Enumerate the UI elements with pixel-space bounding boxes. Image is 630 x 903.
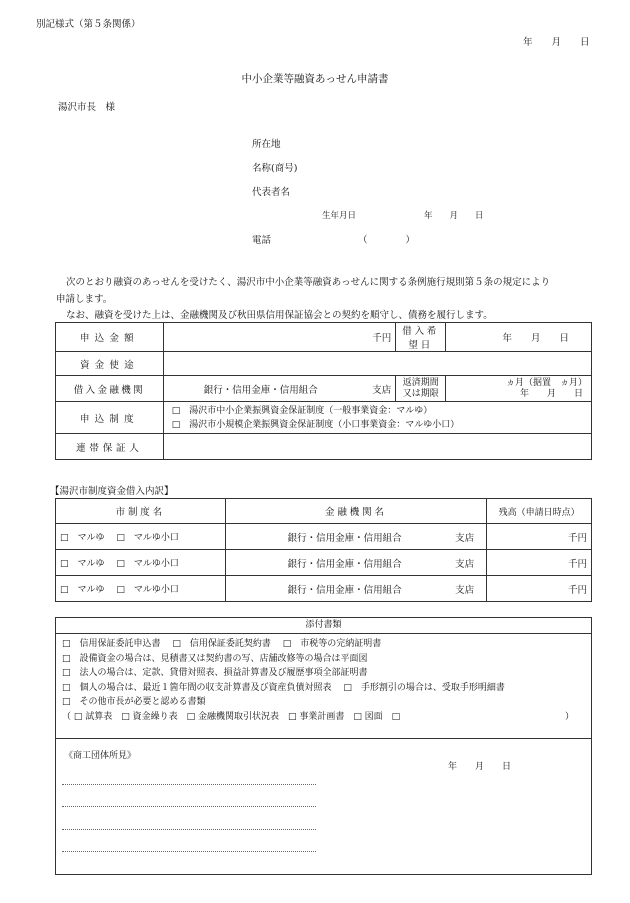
birth-label: 生年月日	[322, 211, 357, 221]
loan-system[interactable]: □ マルゆ □ マルゆ小口	[56, 550, 226, 576]
company-name-label: 名称(商号)	[252, 163, 298, 174]
loan-branch: 支店	[455, 558, 475, 570]
system-options	[163, 402, 591, 434]
bank-label: 借入金融機関	[56, 376, 164, 402]
attachment-extra[interactable]: （ □ 試算表 □ 資金繰り表 □ 金融機関取引状況表 □ 事業計画書 □ 図面 □	[62, 711, 401, 722]
intro-line-3: なお、融資を受けた上は、金融機関及び秋田県信用保証協会との契約を順守し、債務を履行します。	[66, 310, 493, 321]
desired-date-value: 年 月 日	[446, 323, 592, 352]
table-row	[56, 576, 592, 602]
opinion-label: 《商工団体所見》	[64, 751, 137, 761]
opinion-line-4[interactable]	[62, 851, 316, 852]
repay-label-1: 返済期間	[402, 377, 439, 388]
attachment-extra-close: ）	[565, 711, 575, 722]
addressee: 湯沢市長 様	[58, 102, 116, 113]
col-balance: 残高（申請日時点）	[487, 499, 592, 524]
page-title: 中小企業等融資あっせん申請書	[241, 73, 389, 85]
opinion-line-3[interactable]	[62, 829, 316, 830]
purpose-value	[163, 352, 591, 376]
loan-bank	[225, 524, 487, 550]
table-row	[56, 550, 592, 576]
system-label: 申込制度	[56, 402, 164, 434]
system-option-small[interactable]: □ 湯沢市小規模企業振興資金保証制度（小口事業資金：マルゆ小口）	[171, 419, 460, 430]
application-table	[55, 322, 592, 460]
system-option-general[interactable]: □ 湯沢市中小企業振興資金保証制度（一般事業資金：マルゆ）	[171, 405, 433, 416]
loan-bank	[225, 576, 487, 602]
repay-value-2: 年 月 日	[519, 388, 583, 399]
repay-value-1: ヵ月（据置 ヵ月）	[505, 377, 587, 388]
loan-balance: 千円	[487, 550, 592, 576]
loan-system[interactable]: □ マルゆ □ マルゆ小口	[56, 524, 226, 550]
bank-branch: 支店	[372, 384, 392, 396]
guarantor-label: 連帯保証人	[56, 434, 164, 460]
bank-value	[163, 376, 396, 402]
birth-date: 年 月 日	[424, 211, 484, 221]
divider	[56, 738, 591, 739]
representative-label: 代表者名	[252, 187, 291, 198]
col-bank: 金融機関名	[225, 499, 487, 524]
guarantor-value	[163, 434, 591, 460]
table-row	[56, 524, 592, 550]
loan-branch: 支店	[455, 584, 475, 596]
opinion-line-2[interactable]	[62, 806, 316, 807]
address-label: 所在地	[252, 139, 281, 150]
repay-label-2: 又は期限	[402, 388, 439, 399]
desired-date-label: 借入希望日	[396, 323, 446, 352]
attachment-item[interactable]: □ その他市長が必要と認める書類	[62, 697, 206, 708]
attachment-item[interactable]: □ 法人の場合は、定款、貸借対照表、損益計算書及び履歴事項全部証明書	[62, 668, 368, 679]
attachment-extra-line	[62, 710, 575, 725]
form-label: 別記様式（第５条関係）	[36, 19, 141, 30]
phone-label: 電話	[252, 235, 272, 246]
attachments-header: 添付書類	[56, 618, 591, 634]
purpose-label: 資金使途	[56, 352, 164, 376]
loan-branch: 支店	[455, 532, 475, 544]
repay-label	[396, 376, 446, 402]
date-line: 年 月 日	[523, 37, 590, 48]
loan-system[interactable]: □ マルゆ □ マルゆ小口	[56, 576, 226, 602]
opinion-date: 年 月 日	[448, 762, 512, 772]
phone-parens: （ ）	[358, 235, 416, 246]
loan-balance: 千円	[487, 576, 592, 602]
attachments-list	[62, 637, 575, 725]
loan-bank	[225, 550, 487, 576]
intro-line-1: 次のとおり融資のあっせんを受けたく、湯沢市中小企業等融資あっせんに関する条例施行規則第５条の規定により	[66, 277, 551, 288]
repay-value	[446, 376, 592, 402]
loans-table	[55, 498, 592, 602]
bank-types: 銀行・信用金庫・信用組合	[203, 384, 318, 396]
loan-bank-types: 銀行・信用金庫・信用組合	[287, 584, 402, 596]
loan-balance: 千円	[487, 524, 592, 550]
loans-section-label: 【湯沢市制度資金借入内訳】	[50, 486, 174, 497]
attachment-item[interactable]: □ 設備資金の場合は、見積書又は契約書の写、店舗改修等の場合は平面図	[62, 653, 368, 664]
attachment-item[interactable]: □ 信用保証委託申込書 □ 信用保証委託契約書 □ 市税等の完納証明書	[62, 639, 382, 649]
loan-bank-types: 銀行・信用金庫・信用組合	[287, 558, 402, 570]
loan-bank-types: 銀行・信用金庫・信用組合	[287, 532, 402, 544]
amount-unit: 千円	[163, 323, 396, 352]
amount-label: 申込金額	[56, 323, 164, 352]
col-system: 市制度名	[56, 499, 226, 524]
attachment-item[interactable]: □ 個人の場合は、最近１箇年間の収支計算書及び資産負債対照表 □ 手形割引の場合は、受取手形明細書	[62, 682, 505, 693]
intro-line-2: 申請します。	[56, 294, 113, 305]
opinion-line-1[interactable]	[62, 784, 316, 785]
attachments-box	[55, 617, 592, 875]
